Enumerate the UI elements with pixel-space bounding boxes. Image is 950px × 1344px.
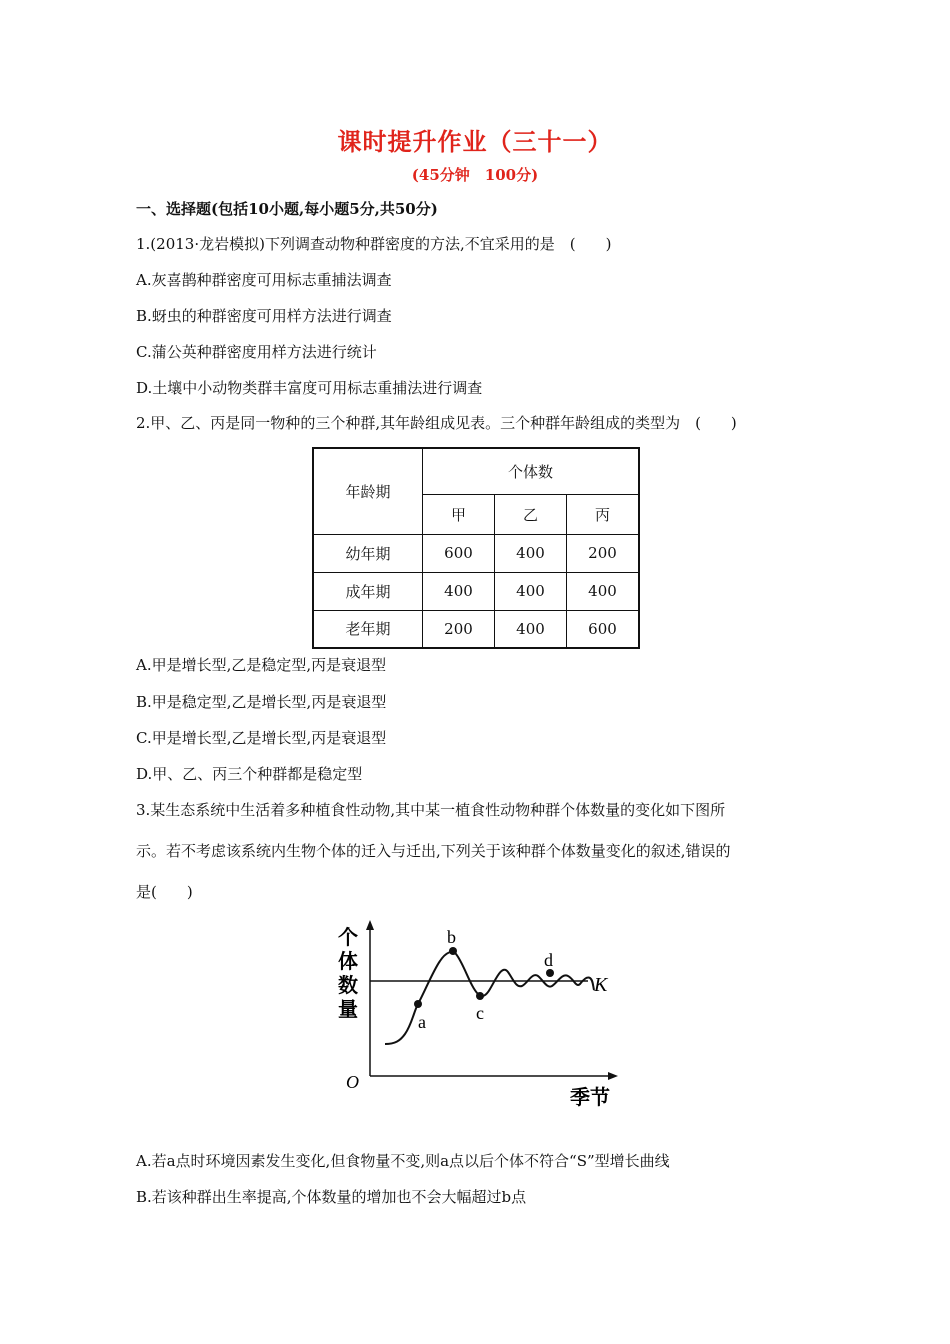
q2-option-c: C.甲是增长型,乙是增长型,丙是衰退型 xyxy=(136,729,387,747)
point-a-marker xyxy=(414,1000,422,1008)
x-axis-arrow xyxy=(608,1072,618,1080)
q1-option-c: C.蒲公英种群密度用样方法进行统计 xyxy=(136,343,377,361)
q1-option-a: A.灰喜鹊种群密度可用标志重捕法调查 xyxy=(136,271,392,289)
point-b-label: b xyxy=(447,927,456,947)
table-row-header: 年龄期 xyxy=(313,448,423,534)
table-cell: 600 xyxy=(567,610,640,648)
population-graph xyxy=(330,916,630,1116)
y-label-char: 个 xyxy=(338,925,358,949)
table-row-label: 成年期 xyxy=(313,572,423,610)
table-col-header: 乙 xyxy=(495,494,567,534)
x-label: 季节 xyxy=(570,1085,610,1109)
table-row-label: 幼年期 xyxy=(313,534,423,572)
table-cell: 400 xyxy=(495,534,567,572)
q3-stem-line-1: 3.某生态系统中生活着多种植食性动物,其中某一植食性动物种群个体数量的变化如下图所 xyxy=(136,801,726,819)
y-axis-arrow xyxy=(366,920,374,930)
point-a-label: a xyxy=(418,1012,426,1032)
table-col-header: 甲 xyxy=(423,494,495,534)
section-heading: 一、选择题(包括10小题,每小题5分,共50分) xyxy=(136,200,438,218)
table-cell: 600 xyxy=(423,534,495,572)
table-cell: 400 xyxy=(495,572,567,610)
table-group-header: 个体数 xyxy=(423,448,640,494)
table-row xyxy=(313,534,639,572)
q1-stem: 1.(2013·龙岩模拟)下列调查动物种群密度的方法,不宜采用的是 ( ) xyxy=(136,235,612,253)
k-label: K xyxy=(594,974,608,996)
table-col-header: 丙 xyxy=(567,494,640,534)
point-b-marker xyxy=(449,947,457,955)
q3-stem-line-3: 是( ) xyxy=(136,883,193,901)
q1-option-b: B.蚜虫的种群密度可用样方法进行调查 xyxy=(136,307,392,325)
q3-option-a: A.若a点时环境因素发生变化,但食物量不变,则a点以后个体不符合“S”型增长曲线 xyxy=(136,1152,670,1170)
q3-option-b: B.若该种群出生率提高,个体数量的增加也不会大幅超过b点 xyxy=(136,1188,527,1206)
q2-option-b: B.甲是稳定型,乙是增长型,丙是衰退型 xyxy=(136,693,387,711)
point-d-marker xyxy=(546,969,554,977)
y-label-char: 体 xyxy=(338,949,358,973)
y-label-char: 量 xyxy=(338,997,358,1021)
point-c-label: c xyxy=(476,1003,484,1023)
q3-stem-line-2: 示。若不考虑该系统内生物个体的迁入与迁出,下列关于该种群个体数量变化的叙述,错误的 xyxy=(136,842,731,860)
q1-option-d: D.土壤中小动物类群丰富度可用标志重捕法进行调查 xyxy=(136,379,483,397)
table-cell: 400 xyxy=(423,572,495,610)
q2-stem: 2.甲、乙、丙是同一物种的三个种群,其年龄组成见表。三个种群年龄组成的类型为 ( ) xyxy=(136,414,737,432)
table-row xyxy=(313,610,639,648)
table-cell: 200 xyxy=(567,534,640,572)
page-subtitle: (45分钟 100分) xyxy=(411,166,539,184)
origin-label: O xyxy=(346,1072,359,1092)
table-cell: 400 xyxy=(567,572,640,610)
point-c-marker xyxy=(476,992,484,1000)
age-structure-table xyxy=(312,447,640,649)
table-row-label: 老年期 xyxy=(313,610,423,648)
q2-option-a: A.甲是增长型,乙是稳定型,丙是衰退型 xyxy=(136,656,387,674)
table-cell: 200 xyxy=(423,610,495,648)
table-row xyxy=(313,572,639,610)
y-label-char: 数 xyxy=(338,973,358,997)
population-curve xyxy=(385,952,594,1044)
point-d-label: d xyxy=(544,950,553,970)
q2-option-d: D.甲、乙、丙三个种群都是稳定型 xyxy=(136,765,363,783)
page-title: 课时提升作业（三十一） xyxy=(337,127,613,156)
table-cell: 400 xyxy=(495,610,567,648)
